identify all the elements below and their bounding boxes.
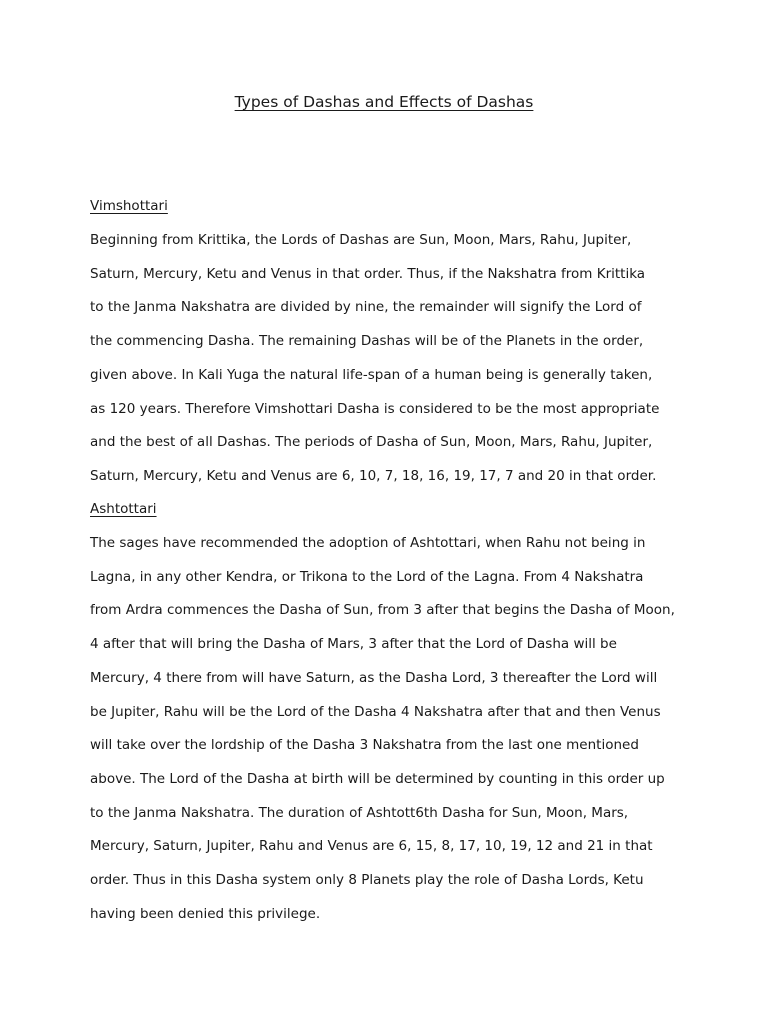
paragraph-line: Beginning from Krittika, the Lords of Dashas are Sun, Moon, Mars, Rahu, Jupiter,: [90, 232, 632, 248]
paragraph-line: Saturn, Mercury, Ketu and Venus in that order. Thus, if the Nakshatra from Krittika: [90, 266, 646, 282]
paragraph-line: as 120 years. Therefore Vimshottari Dasha is considered to be the most appropriate: [90, 401, 660, 417]
document-title: Types of Dashas and Effects of Dashas: [234, 93, 534, 111]
paragraph-line: having been denied this privilege.: [90, 906, 321, 922]
paragraph-line: given above. In Kali Yuga the natural life-span of a human being is generally taken,: [90, 367, 653, 383]
paragraph-line: Mercury, 4 there from will have Saturn, as the Dasha Lord, 3 thereafter the Lord will: [90, 670, 658, 686]
paragraph-line: the commencing Dasha. The remaining Dashas will be of the Planets in the order,: [90, 333, 644, 349]
section-heading-ashtottari: Ashtottari: [90, 501, 157, 517]
paragraph-line: to the Janma Nakshatra. The duration of Ashtott6th Dasha for Sun, Moon, Mars,: [90, 805, 629, 821]
paragraph-line: Mercury, Saturn, Jupiter, Rahu and Venus are 6, 15, 8, 17, 10, 19, 12 and 21 in that: [90, 838, 653, 854]
paragraph-line: will take over the lordship of the Dasha 3 Nakshatra from the last one mentioned: [90, 737, 639, 753]
paragraph-line: be Jupiter, Rahu will be the Lord of the Dasha 4 Nakshatra after that and then Venus: [90, 704, 661, 720]
paragraph-line: above. The Lord of the Dasha at birth will be determined by counting in this order up: [90, 771, 665, 787]
paragraph-line: The sages have recommended the adoption of Ashtottari, when Rahu not being in: [90, 535, 646, 551]
section-heading-vimshottari: Vimshottari: [90, 198, 168, 214]
paragraph-line: 4 after that will bring the Dasha of Mars, 3 after that the Lord of Dasha will be: [90, 636, 617, 652]
paragraph-line: Lagna, in any other Kendra, or Trikona to the Lord of the Lagna. From 4 Nakshatra: [90, 569, 644, 585]
paragraph-line: and the best of all Dashas. The periods of Dasha of Sun, Moon, Mars, Rahu, Jupiter,: [90, 434, 653, 450]
paragraph-line: Saturn, Mercury, Ketu and Venus are 6, 10, 7, 18, 16, 19, 17, 7 and 20 in that order.: [90, 468, 657, 484]
paragraph-line: to the Janma Nakshatra are divided by nine, the remainder will signify the Lord of: [90, 299, 642, 315]
paragraph-line: from Ardra commences the Dasha of Sun, from 3 after that begins the Dasha of Moon,: [90, 602, 675, 618]
paragraph-line: order. Thus in this Dasha system only 8 Planets play the role of Dasha Lords, Ketu: [90, 872, 644, 888]
